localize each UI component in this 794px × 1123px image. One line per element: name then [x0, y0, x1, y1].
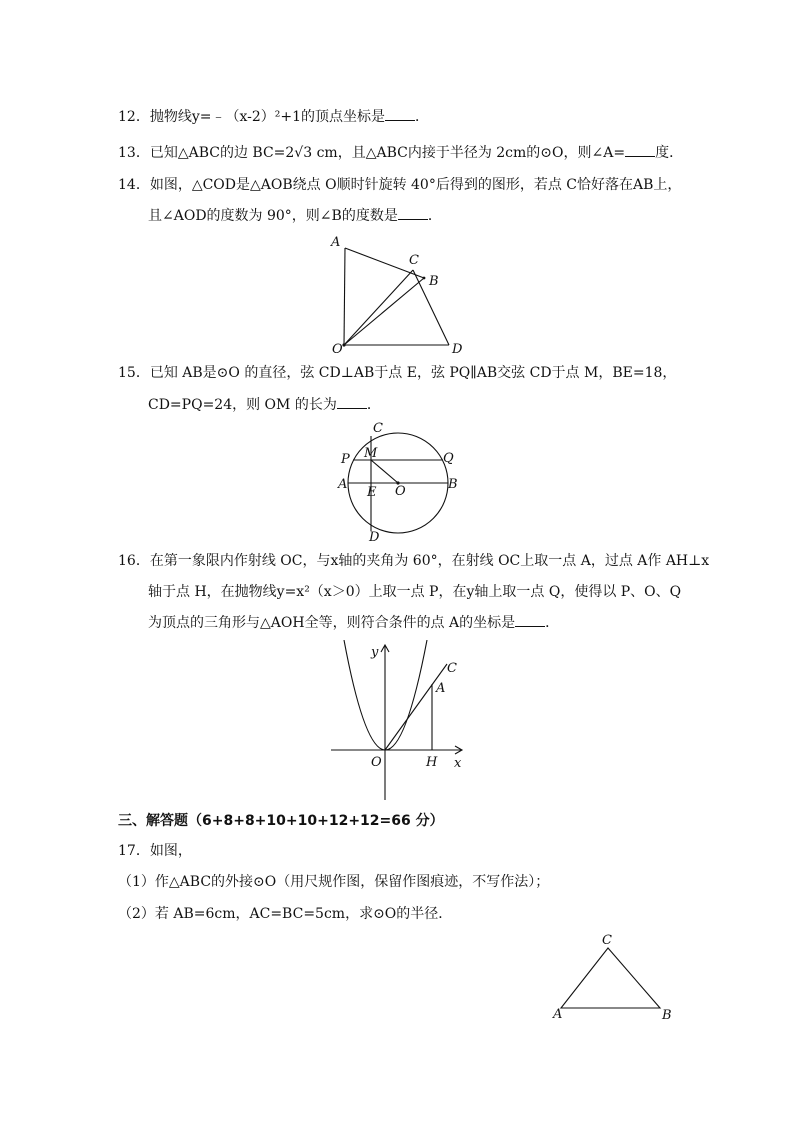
segment-OB — [344, 278, 424, 345]
label-C: C — [373, 421, 383, 436]
ray-OC — [385, 664, 447, 750]
figure-14 — [325, 232, 475, 357]
label-M: M — [364, 446, 378, 461]
answer-blank — [515, 614, 545, 627]
question-16-line-3 — [148, 614, 559, 632]
label-B: B — [662, 1008, 672, 1023]
question-14-line-1: 14．如图，△COD是△AOB绕点 O顺时针旋转 40°后得到的图形，若点 C恰好落在AB上， — [118, 177, 682, 193]
label-C: C — [447, 661, 457, 676]
point-O — [342, 343, 345, 346]
label-Q: Q — [443, 451, 454, 466]
question-12-text: 12．抛物线y=﹣（x-2）²+1的顶点坐标是 — [118, 109, 385, 125]
label-D: D — [369, 530, 380, 543]
label-P: P — [341, 452, 350, 467]
label-O: O — [395, 484, 406, 499]
label-B: B — [448, 477, 458, 492]
question-16-line-2: 轴于点 H，在抛物线y=x²（x＞0）上取一点 P，在y轴上取一点 Q，使得以 P、O、Q — [148, 584, 682, 600]
figure-17 — [545, 930, 680, 1025]
question-13 — [118, 144, 683, 162]
label-A: A — [553, 1007, 563, 1022]
label-E: E — [367, 485, 377, 500]
segment-MO — [371, 460, 398, 483]
answer-blank — [385, 108, 415, 121]
question-16-tail: ． — [545, 615, 560, 631]
question-14-line-2 — [148, 207, 442, 225]
label-B: B — [429, 274, 439, 289]
question-15-line-2 — [148, 396, 381, 414]
question-13-tail: 度． — [655, 145, 684, 161]
label-A: A — [338, 477, 348, 492]
label-A: A — [331, 235, 341, 250]
question-17-part-2: （2）若 AB=6cm，AC=BC=5cm，求⊙O的半径． — [118, 906, 453, 922]
question-14-tail: ． — [427, 208, 442, 224]
section-3-heading: 三、解答题（6+8+8+10+10+12+12=66 分） — [118, 813, 444, 829]
label-O: O — [332, 342, 343, 357]
question-16-text: 为顶点的三角形与△AOH全等，则符合条件的点 A的坐标是 — [148, 615, 516, 631]
question-17-part-1: （1）作△ABC的外接⊙O（用尺规作图，保留作图痕迹，不写作法）； — [118, 874, 550, 890]
segment-OA — [344, 248, 345, 345]
answer-blank — [398, 207, 428, 220]
question-16-line-1: 16．在第一象限内作射线 OC，与x轴的夹角为 60°，在射线 OC上取一点 A，过点 A作 AH⊥x — [118, 553, 710, 569]
figure-15 — [332, 418, 467, 543]
point-B — [423, 277, 426, 280]
label-x: x — [454, 756, 462, 771]
triangle-ABC — [561, 948, 660, 1008]
question-14-text: 且∠AOD的度数为 90°，则∠B的度数是 — [148, 208, 398, 224]
label-H: H — [426, 755, 438, 770]
question-15-tail: ． — [366, 397, 381, 413]
label-C: C — [602, 933, 612, 948]
label-y: y — [371, 645, 379, 660]
answer-blank — [337, 396, 367, 409]
answer-blank — [625, 144, 655, 157]
label-O: O — [371, 755, 382, 770]
question-12-tail: ． — [415, 109, 429, 125]
question-15-text: CD=PQ=24，则 OM 的长为 — [148, 397, 337, 413]
label-D: D — [452, 342, 463, 357]
label-A: A — [436, 681, 446, 696]
question-17-intro: 17．如图， — [118, 843, 192, 859]
question-13-text: 13．已知△ABC的边 BC=2√3 cm，且△ABC内接于半径为 2cm的⊙O，则∠A= — [118, 145, 626, 161]
question-12 — [118, 108, 429, 126]
segment-OC — [344, 270, 413, 345]
question-15-line-1: 15．已知 AB是⊙O 的直径，弦 CD⊥AB于点 E，弦 PQ∥AB交弦 CD于点 M，BE=18， — [118, 365, 677, 381]
label-C: C — [409, 253, 419, 268]
figure-16 — [325, 640, 475, 805]
